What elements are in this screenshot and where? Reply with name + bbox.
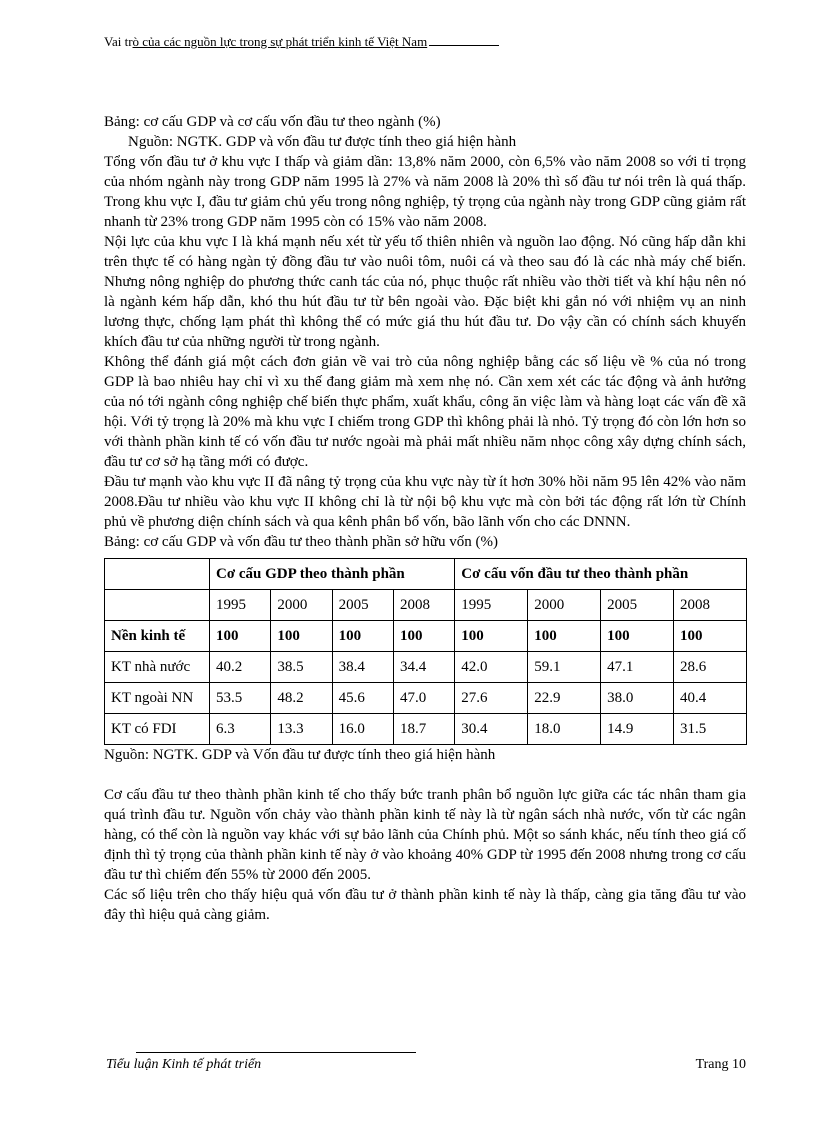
table-cell: 100 bbox=[210, 621, 271, 652]
year-label-empty bbox=[105, 590, 210, 621]
investment-structure-header: Cơ cấu vốn đầu tư theo thành phần bbox=[455, 559, 747, 590]
document-body bbox=[104, 112, 746, 925]
table-cell: 100 bbox=[271, 621, 332, 652]
year-cell: 2000 bbox=[271, 590, 332, 621]
paragraph-6: Các số liệu trên cho thấy hiệu quả vốn đầu tư ở thành phần kinh tế này là thấp, càng gia tăng đầu tư vào đây thì hiệu quả càng giảm. bbox=[104, 887, 746, 923]
table-cell: 59.1 bbox=[528, 652, 601, 683]
table-cell: 100 bbox=[528, 621, 601, 652]
year-cell: 2005 bbox=[332, 590, 393, 621]
table-year-row bbox=[105, 590, 747, 621]
year-cell: 1995 bbox=[455, 590, 528, 621]
year-cell: 1995 bbox=[210, 590, 271, 621]
table-cell: 47.0 bbox=[393, 683, 454, 714]
table-cell: 100 bbox=[674, 621, 747, 652]
table-cell: 18.0 bbox=[528, 714, 601, 745]
table-group-header-row bbox=[105, 559, 747, 590]
row-label: KT có FDI bbox=[105, 714, 210, 745]
table-cell: 38.4 bbox=[332, 652, 393, 683]
page-number: Trang 10 bbox=[695, 1057, 746, 1072]
table2-source: Nguồn: NGTK. GDP và Vốn đầu tư được tính theo giá hiện hành bbox=[104, 747, 496, 763]
table-cell: 34.4 bbox=[393, 652, 454, 683]
row-label: KT ngoài NN bbox=[105, 683, 210, 714]
table-cell: 48.2 bbox=[271, 683, 332, 714]
table-cell: 6.3 bbox=[210, 714, 271, 745]
table-cell: 100 bbox=[601, 621, 674, 652]
paragraph-4: Đầu tư mạnh vào khu vực II đã nâng tỷ trọng của khu vực này từ ít hơn 30% hồi năm 95 lên 42% vào năm 2008.Đầu tư nhiều vào khu vực II không chỉ là từ nội bộ khu vực mà còn bởi tác động rất lớn từ Chính phủ về phương diện chính sách và qua kênh phân bổ vốn, bão lãnh vốn cho các DNNN. bbox=[104, 474, 746, 530]
header-rule bbox=[429, 45, 499, 46]
table-cell: 45.6 bbox=[332, 683, 393, 714]
table-row bbox=[105, 652, 747, 683]
table-cell: 47.1 bbox=[601, 652, 674, 683]
row-label: Nền kinh tế bbox=[105, 621, 210, 652]
table-row bbox=[105, 683, 747, 714]
header-text-underlined: ò của các nguồn lực trong sự phát triển kinh tế Việt Nam bbox=[132, 34, 428, 49]
paragraph-5: Cơ cấu đầu tư theo thành phần kinh tế cho thấy bức tranh phân bổ nguồn lực giữa các tác nhân tham gia quá trình đầu tư. Nguồn vốn chảy vào thành phần kinh tế này là từ ngân sách nhà nước, vốn từ các ngân hàng, có thể còn là nguồn vay khác với sự bảo lãnh của Chính phủ. Một so sánh khác, nếu tính theo giá cố định thì tỷ trọng của thành phần kinh tế này ở vào khoảng 40% GDP từ 1995 đến 2008 nhưng trong cơ cấu đầu tư thì chiếm đến 55% từ 2000 đến 2005. bbox=[104, 787, 746, 883]
gdp-structure-header: Cơ cấu GDP theo thành phần bbox=[210, 559, 455, 590]
spacer bbox=[104, 765, 746, 785]
ownership-table bbox=[104, 558, 747, 745]
table-cell: 30.4 bbox=[455, 714, 528, 745]
footer-rule bbox=[136, 1052, 416, 1053]
paragraph-3: Không thể đánh giá một cách đơn giản về vai trò của nông nghiệp bằng các số liệu về % của nó trong GDP là bao nhiêu hay chỉ vì xu thế đang giảm mà xem nhẹ nó. Cần xem xét các tác động và ảnh hưởng của nó tới ngành công nghiệp chế biến thực phẩm, xuất khẩu, công ăn việc làm và hàng loạt các vấn đề xã hội. Với tỷ trọng là 20% mà khu vực I chiếm trong GDP thì không phải là nhỏ. Tỷ trọng đó còn lớn hơn so với thành phần kinh tế có vốn đầu tư nước ngoài mà phải mất nhiều năm nhọc công xây dựng chính sách, đầu tư cơ sở hạ tầng mới có được. bbox=[104, 354, 746, 470]
paragraph-1: Tổng vốn đầu tư ở khu vực I thấp và giảm dần: 13,8% năm 2000, còn 6,5% vào năm 2008 so với tỉ trọng của nhóm ngành này trong GDP năm 1995 là 27% và năm 2008 là 20% thì số đầu tư nói trên là quá thấp. Trong khu vực I, đầu tư giảm chủ yếu trong nông nghiệp, tỷ trọng của ngành này trong GDP cũng giảm rất nhanh từ 23% trong GDP năm 1995 còn có 15% vào năm 2008. bbox=[104, 154, 746, 230]
table-cell: 38.0 bbox=[601, 683, 674, 714]
row-label: KT nhà nước bbox=[105, 652, 210, 683]
table-cell: 100 bbox=[332, 621, 393, 652]
table-cell: 22.9 bbox=[528, 683, 601, 714]
year-cell: 2008 bbox=[674, 590, 747, 621]
table-cell: 40.4 bbox=[674, 683, 747, 714]
year-cell: 2008 bbox=[393, 590, 454, 621]
year-cell: 2000 bbox=[528, 590, 601, 621]
paragraph-2: Nội lực của khu vực I là khá mạnh nếu xét từ yếu tố thiên nhiên và nguồn lao động. Nó cũng hấp dẫn khi trên thực tế có hàng ngàn tỷ đồng đầu tư vào nuôi tôm, nuôi cá và theo sau đó là các nhà máy chế biến. Nhưng nông nghiệp do phương thức canh tác của nó, phục thuộc rất nhiều vào thời tiết và khí hậu nên nó là ngành kém hấp dẫn, khó thu hút đầu tư từ bên ngoài vào. Đặc biệt khi gắn nó với nhiệm vụ an ninh lương thực, chống lạm phát thì không thể có mức giá thu hút đầu tư. Do vậy cần có chính sách khuyến khích đầu tư của những người từ trong ngành. bbox=[104, 234, 746, 350]
table-row bbox=[105, 621, 747, 652]
page-header bbox=[104, 34, 499, 50]
table-row bbox=[105, 714, 747, 745]
table2-caption: Bảng: cơ cấu GDP và vốn đầu tư theo thành phần sở hữu vốn (%) bbox=[104, 534, 498, 550]
table-cell: 18.7 bbox=[393, 714, 454, 745]
year-cell: 2005 bbox=[601, 590, 674, 621]
table1-source: Nguồn: NGTK. GDP và vốn đầu tư được tính theo giá hiện hành bbox=[128, 134, 517, 150]
table-cell: 40.2 bbox=[210, 652, 271, 683]
footer-title: Tiểu luận Kinh tế phát triển bbox=[106, 1057, 262, 1072]
table-corner-cell bbox=[105, 559, 210, 590]
table-cell: 13.3 bbox=[271, 714, 332, 745]
header-text-prefix: Vai tr bbox=[104, 34, 133, 49]
table-cell: 42.0 bbox=[455, 652, 528, 683]
table-cell: 100 bbox=[455, 621, 528, 652]
table-cell: 28.6 bbox=[674, 652, 747, 683]
table-cell: 16.0 bbox=[332, 714, 393, 745]
table-cell: 31.5 bbox=[674, 714, 747, 745]
table-cell: 27.6 bbox=[455, 683, 528, 714]
table1-caption: Bảng: cơ cấu GDP và cơ cấu vốn đầu tư theo ngành (%) bbox=[104, 114, 441, 130]
table-cell: 38.5 bbox=[271, 652, 332, 683]
table-cell: 100 bbox=[393, 621, 454, 652]
table-cell: 53.5 bbox=[210, 683, 271, 714]
table-cell: 14.9 bbox=[601, 714, 674, 745]
